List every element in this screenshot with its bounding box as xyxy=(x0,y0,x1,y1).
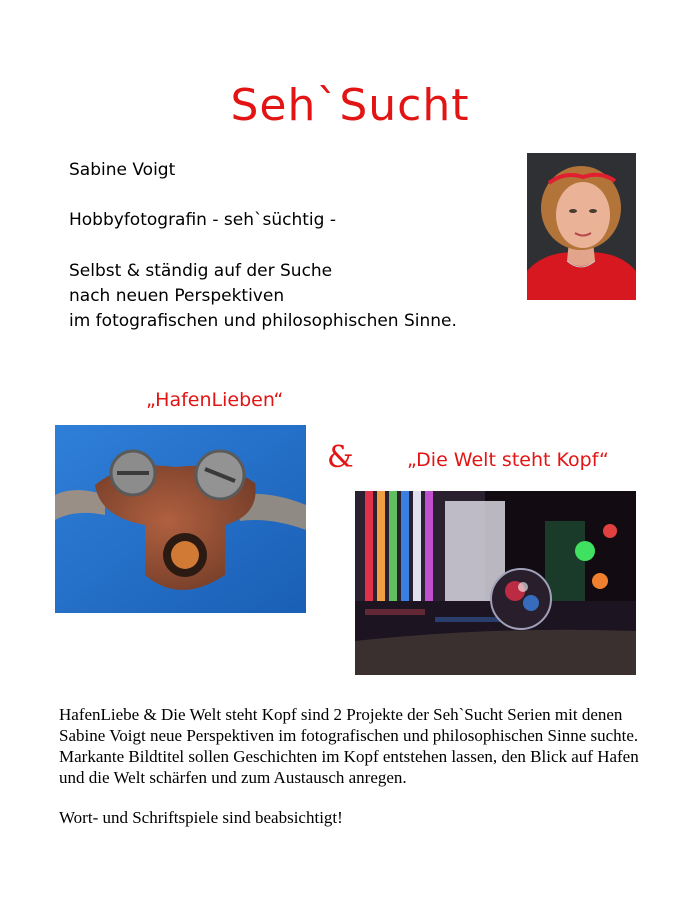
tagline-line: Selbst & ständig auf der Suche xyxy=(69,261,333,281)
ampersand: & xyxy=(327,440,354,475)
description-text xyxy=(59,704,659,828)
harbor-photo xyxy=(55,425,306,613)
author-portrait xyxy=(527,153,636,300)
harbor-image xyxy=(55,425,306,613)
page-title: Seh`Sucht xyxy=(230,80,470,131)
closing-note: Wort- und Schriftspiele sind beabsichtigt! xyxy=(59,808,343,827)
description-paragraph: HafenLiebe & Die Welt steht Kopf sind 2 Projekte der Seh`Sucht Serien mit denen Sabine Voigt neue Perspektiven im fotografischen und philosophischen Sinne suchte. xyxy=(59,705,639,745)
author-tagline xyxy=(69,259,457,334)
author-name: Sabine Voigt xyxy=(69,160,176,180)
tagline-line: im fotografischen und philosophischen Sinne. xyxy=(69,311,457,331)
author-role: Hobbyfotografin - seh`süchtig - xyxy=(69,210,336,230)
project-title-welt-kopf: „Die Welt steht Kopf“ xyxy=(407,449,609,471)
description-paragraph: Markante Bildtitel sollen Geschichten im Kopf entstehen lassen, den Blick auf Hafen und die Welt schärfen und zum Austausch anregen. xyxy=(59,747,639,787)
night-city-photo xyxy=(355,491,636,675)
night-city-image xyxy=(355,491,636,675)
tagline-line: nach neuen Perspektiven xyxy=(69,286,285,306)
portrait-image xyxy=(527,153,636,300)
project-title-hafenlieben: „HafenLieben“ xyxy=(146,389,284,411)
